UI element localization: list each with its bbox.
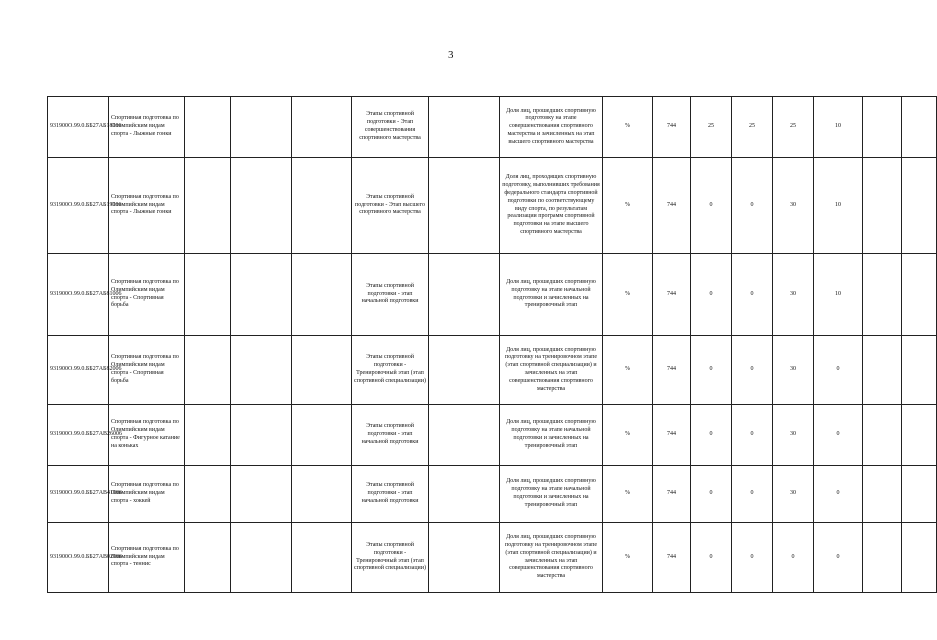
value-2: 0: [732, 523, 773, 593]
value-2: 0: [732, 254, 773, 336]
table-row: [48, 336, 937, 405]
registry-code: 931900О.99.0.ББ27АБ18006: [48, 97, 109, 158]
empty-cell: [185, 336, 231, 405]
okei-code: 744: [653, 466, 691, 523]
service-name: Спортивная подготовка по Олимпийским видам спорта - Фигурное катание на коньках: [109, 405, 185, 466]
table-row: [48, 158, 937, 254]
table-row: [48, 97, 937, 158]
value-4: 10: [814, 254, 863, 336]
empty-cell: [292, 336, 352, 405]
value-1: 0: [691, 405, 732, 466]
stage-name: Этапы спортивной подготовки - Этап высшего спортивного мастерства: [352, 158, 429, 254]
empty-cell: [429, 97, 500, 158]
empty-cell: [292, 254, 352, 336]
stage-name: Этапы спортивной подготовки - Тренировочный этап (этап спортивной специализации): [352, 336, 429, 405]
stage-name: Этапы спортивной подготовки - этап начальной подготовки: [352, 254, 429, 336]
table-row: [48, 466, 937, 523]
table-row: [48, 405, 937, 466]
stage-name: Этапы спортивной подготовки - Тренировочный этап (этап спортивной специализации): [352, 523, 429, 593]
value-4: 0: [814, 405, 863, 466]
empty-cell: [231, 405, 292, 466]
empty-cell: [185, 158, 231, 254]
value-1: 0: [691, 523, 732, 593]
indicator-name: Доля лиц, прошедших спортивную подготовку на тренировочном этапе (этап спортивной специализации) и зачисленных на этап совершенствования спортивного мастерства: [500, 336, 603, 405]
empty-cell: [902, 405, 937, 466]
value-4: 0: [814, 523, 863, 593]
stage-name: Этапы спортивной подготовки - этап начальной подготовки: [352, 405, 429, 466]
service-name: Спортивная подготовка по Олимпийским видам спорта - Лыжные гонки: [109, 158, 185, 254]
okei-code: 744: [653, 336, 691, 405]
value-1: 0: [691, 336, 732, 405]
value-4: 0: [814, 336, 863, 405]
empty-cell: [185, 466, 231, 523]
empty-cell: [231, 466, 292, 523]
empty-cell: [185, 523, 231, 593]
empty-cell: [292, 466, 352, 523]
registry-code: 931900О.99.0.ББ27АВ02006: [48, 523, 109, 593]
empty-cell: [429, 158, 500, 254]
indicators-table: [47, 96, 937, 593]
empty-cell: [863, 336, 902, 405]
service-name: Спортивная подготовка по Олимпийским видам спорта - Спортивная борьба: [109, 254, 185, 336]
value-3: 30: [773, 466, 814, 523]
value-3: 30: [773, 405, 814, 466]
empty-cell: [902, 97, 937, 158]
unit: %: [603, 158, 653, 254]
empty-cell: [863, 523, 902, 593]
empty-cell: [231, 336, 292, 405]
empty-cell: [429, 336, 500, 405]
empty-cell: [863, 158, 902, 254]
unit: %: [603, 254, 653, 336]
indicator-name: Доля лиц, проходящих спортивную подготовку, выполнивших требования федерального стандарта спортивной подготовки по соответствующему виду спорта, по результатам реализации программ спортивной подготовки на этапе высшего спортивного мастерства: [500, 158, 603, 254]
empty-cell: [185, 254, 231, 336]
empty-cell: [231, 254, 292, 336]
value-3: 25: [773, 97, 814, 158]
registry-code: 931900О.99.0.ББ27АБ81006: [48, 254, 109, 336]
unit: %: [603, 466, 653, 523]
value-1: 0: [691, 466, 732, 523]
empty-cell: [429, 405, 500, 466]
empty-cell: [863, 466, 902, 523]
service-name: Спортивная подготовка по Олимпийским видам спорта - теннис: [109, 523, 185, 593]
unit: %: [603, 405, 653, 466]
empty-cell: [231, 97, 292, 158]
empty-cell: [231, 158, 292, 254]
unit: %: [603, 97, 653, 158]
service-name: Спортивная подготовка по Олимпийским видам спорта - Лыжные гонки: [109, 97, 185, 158]
registry-code: 931900О.99.0.ББ27АВ41006: [48, 466, 109, 523]
value-2: 0: [732, 405, 773, 466]
empty-cell: [902, 523, 937, 593]
value-1: 0: [691, 158, 732, 254]
value-4: 0: [814, 466, 863, 523]
okei-code: 744: [653, 97, 691, 158]
value-2: 0: [732, 158, 773, 254]
value-3: 30: [773, 254, 814, 336]
empty-cell: [292, 158, 352, 254]
value-4: 10: [814, 97, 863, 158]
empty-cell: [863, 97, 902, 158]
value-3: 30: [773, 336, 814, 405]
value-3: 30: [773, 158, 814, 254]
unit: %: [603, 523, 653, 593]
indicator-name: Доля лиц, прошедших спортивную подготовку на тренировочном этапе (этап спортивной специализации) и зачисленных на этап совершенствования спортивного мастерства: [500, 523, 603, 593]
empty-cell: [231, 523, 292, 593]
stage-name: Этапы спортивной подготовки - этап начальной подготовки: [352, 466, 429, 523]
empty-cell: [292, 523, 352, 593]
registry-code: 931900О.99.0.ББ27АБ82006: [48, 336, 109, 405]
registry-code: 931900О.99.0.ББ27АБ19006: [48, 158, 109, 254]
okei-code: 744: [653, 405, 691, 466]
empty-cell: [863, 405, 902, 466]
indicator-name: Доля лиц, прошедших спортивную подготовку на этапе начальной подготовки и зачисленных на тренировочный этап: [500, 466, 603, 523]
indicator-name: Доля лиц, прошедших спортивную подготовку на этапе начальной подготовки и зачисленных на тренировочный этап: [500, 254, 603, 336]
empty-cell: [292, 97, 352, 158]
empty-cell: [902, 158, 937, 254]
value-1: 0: [691, 254, 732, 336]
empty-cell: [429, 466, 500, 523]
empty-cell: [902, 336, 937, 405]
table-row: [48, 523, 937, 593]
empty-cell: [185, 97, 231, 158]
value-1: 25: [691, 97, 732, 158]
unit: %: [603, 336, 653, 405]
service-name: Спортивная подготовка по Олимпийским видам спорта - Спортивная борьба: [109, 336, 185, 405]
value-3: 0: [773, 523, 814, 593]
empty-cell: [185, 405, 231, 466]
empty-cell: [902, 466, 937, 523]
table-row: [48, 254, 937, 336]
empty-cell: [429, 523, 500, 593]
okei-code: 744: [653, 254, 691, 336]
okei-code: 744: [653, 158, 691, 254]
registry-code: 931900О.99.0.ББ27АВ26006: [48, 405, 109, 466]
empty-cell: [429, 254, 500, 336]
page-number: 3: [448, 49, 454, 61]
value-2: 0: [732, 466, 773, 523]
empty-cell: [292, 405, 352, 466]
indicator-name: Доля лиц, прошедших спортивную подготовку на этапе начальной подготовки и зачисленных на тренировочный этап: [500, 405, 603, 466]
value-4: 10: [814, 158, 863, 254]
empty-cell: [863, 254, 902, 336]
indicator-name: Доля лиц, прошедших спортивную подготовку на этапе совершенствования спортивного мастерства и зачисленных на этап высшего спортивного мастерства: [500, 97, 603, 158]
value-2: 25: [732, 97, 773, 158]
okei-code: 744: [653, 523, 691, 593]
stage-name: Этапы спортивной подготовки - Этап совершенствования спортивного мастерства: [352, 97, 429, 158]
empty-cell: [902, 254, 937, 336]
value-2: 0: [732, 336, 773, 405]
service-name: Спортивная подготовка по Олимпийским видам спорта - хоккей: [109, 466, 185, 523]
